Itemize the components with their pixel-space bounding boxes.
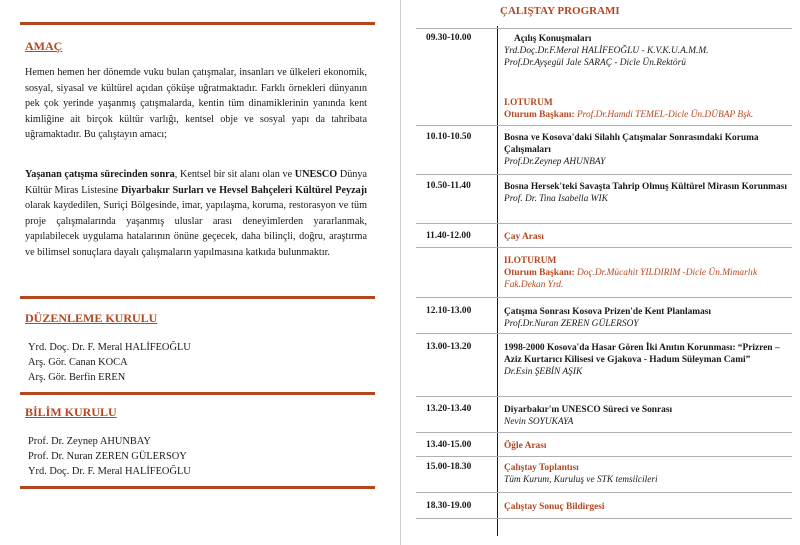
duzenleme-heading: DÜZENLEME KURULU [25,311,158,325]
divider [20,296,375,299]
event-talk-5 [504,404,788,428]
time-meeting: 15.00-18.30 [426,462,472,472]
event-title: Bosna Hersek'teki Savaşta Tahrip Olmuş Kültürel Mirasın Korunması [504,182,787,192]
amac-paragraph-1: Hemen hemen her dönemde vuku bulan çatışmalar, insanları ve ülkeleri ekonomik, sosyal, siyasal ve kültürel açıdan çöküşe uğratmaktadır. Farklı örnekleri dünyanın pek çok yerinde yaşanmış çatışmalarda, kentin tüm dinamiklerinin yanında kent kimliğine ait birçok kültür varlığı, kentsel obje ve sosyal yapı da tahribata uğramaktadır. Bu çalıştayın amacı; [25,67,367,141]
time-talk-4: 13.00-13.20 [426,342,472,352]
row-divider [416,518,792,519]
speaker: Nevin SOYUKAYA [504,417,574,427]
member-name: Yrd. Doç. Dr. F. Meral HALİFEOĞLU [28,342,191,353]
timeline-line [497,26,498,536]
chair-label: Oturum Başkanı: [504,110,575,120]
divider [20,392,375,395]
event-title: Açılış Konuşmaları [514,34,592,44]
member-name: Arş. Gör. Berfin EREN [28,372,126,383]
text-run: olarak kaydedilen, Suriçi Bölgesinde, imar, yapılaşma, koruma, restorasyon ve tüm proje çalışmalarında yaşanmış uluslar arası deneyimlerden yararlanmak, yapılabilecek uygulama hatalarının önüne geçecek, daha bilinçli, doğru, araştırma ve bilimsel sonuçlara dayalı çalışmaların yapılmasına katkıda bulunmaktır. [25,200,367,258]
divider [20,486,375,489]
bold-phrase: UNESCO [294,169,338,180]
member-name: Arş. Gör. Canan KOCA [28,357,128,368]
row-divider [416,333,792,334]
event-break-1: Çay Arası [504,232,544,242]
speaker: Yrd.Doç.Dr.F.Meral HALİFEOĞLU - K.V.K.U.A.M.M. [504,46,709,56]
row-divider [416,125,792,126]
time-opening: 09.30-10.00 [426,33,472,43]
time-talk-1: 10.10-10.50 [426,132,472,142]
session-label: I.OTURUM [504,98,553,108]
member-name: Yrd. Doç. Dr. F. Meral HALİFEOĞLU [28,466,191,477]
chair-label: Oturum Başkanı: [504,268,575,278]
event-title: Diyarbakır'ın UNESCO Süreci ve Sonrası [504,405,673,415]
text-run: , Kentsel bir sit alanı olan ve [174,169,295,180]
event-talk-2 [504,181,788,205]
time-closing: 18.30-19.00 [426,501,472,511]
speaker: Prof. Dr. Tina Isabella WIK [504,194,608,204]
row-divider [416,492,792,493]
time-talk-5: 13.20-13.40 [426,404,472,414]
duzenleme-members [28,340,191,385]
time-break-2: 13.40-15.00 [426,440,472,450]
row-divider [416,432,792,433]
session-2 [504,255,788,291]
program-title: ÇALIŞTAY PROGRAMI [500,5,620,17]
row-divider [416,396,792,397]
bilim-heading: BİLİM KURULU [25,405,117,419]
member-name: Prof. Dr. Zeynep AHUNBAY [28,436,151,447]
row-divider [416,247,792,248]
bold-phrase: Yaşanan çatışma sürecinden sonra [25,169,175,180]
chair-name: Prof.Dr.Hamdi TEMEL-Dicle Ün.DÜBAP Bşk. [574,110,754,120]
row-divider [416,174,792,175]
time-break-1: 11.40-12.00 [426,231,471,241]
event-meeting [504,462,788,486]
member-name: Prof. Dr. Nuran ZEREN GÜLERSOY [28,451,187,462]
event-talk-3 [504,306,788,330]
participants: Tüm Kurum, Kuruluş ve STK temsilcileri [504,475,658,485]
amac-paragraph-2 [25,167,367,261]
speaker: Prof.Dr.Nuran ZEREN GÜLERSOY [504,319,639,329]
row-divider [416,223,792,224]
event-talk-4 [504,342,788,378]
speaker: Dr.Esin ŞEBİN AŞIK [504,367,583,377]
chair-name: Doç.Dr.Mücahit YILDIRIM -Dicle Ün.Mimarlık Fak.Dekan Yrd. [504,268,758,290]
event-closing: Çalıştay Sonuç Bildirgesi [504,502,605,512]
row-divider [416,297,792,298]
bold-phrase: Diyarbakır Surları ve Hevsel Bahçeleri Kültürel Peyzajı [121,184,367,196]
amac-heading: AMAÇ [25,39,63,53]
row-divider [416,456,792,457]
speaker: Prof.Dr.Zeynep AHUNBAY [504,157,606,167]
event-title: Bosna ve Kosova'daki Silahlı Çatışmalar Sonrasındaki Koruma Çalışmaları [504,133,759,155]
session-1 [504,97,788,121]
speaker: Prof.Dr.Ayşegül Jale SARAÇ - Dicle Ün.Rektörü [504,58,686,68]
event-break-2: Öğle Arası [504,441,547,451]
event-title: 1998-2000 Kosova'da Hasar Gören İki Anıtın Korunması: “Prizren – Aziz Kurtarıcı Kilisesi ve Gjakova - Hadum Süleyman Cami” [504,343,780,365]
divider [20,22,375,25]
time-talk-3: 12.10-13.00 [426,306,472,316]
bilim-members [28,434,191,479]
row-divider [416,28,792,29]
time-talk-2: 10.50-11.40 [426,181,471,191]
event-talk-1 [504,132,788,168]
text-run: Dünya Kültür Miras Listesine [25,169,368,196]
event-opening [504,33,788,69]
session-label: II.OTURUM [504,256,557,266]
event-title: Çatışma Sonrası Kosova Prizen'de Kent Planlaması [504,307,712,317]
event-title: Çalıştay Toplantısı [504,463,579,473]
